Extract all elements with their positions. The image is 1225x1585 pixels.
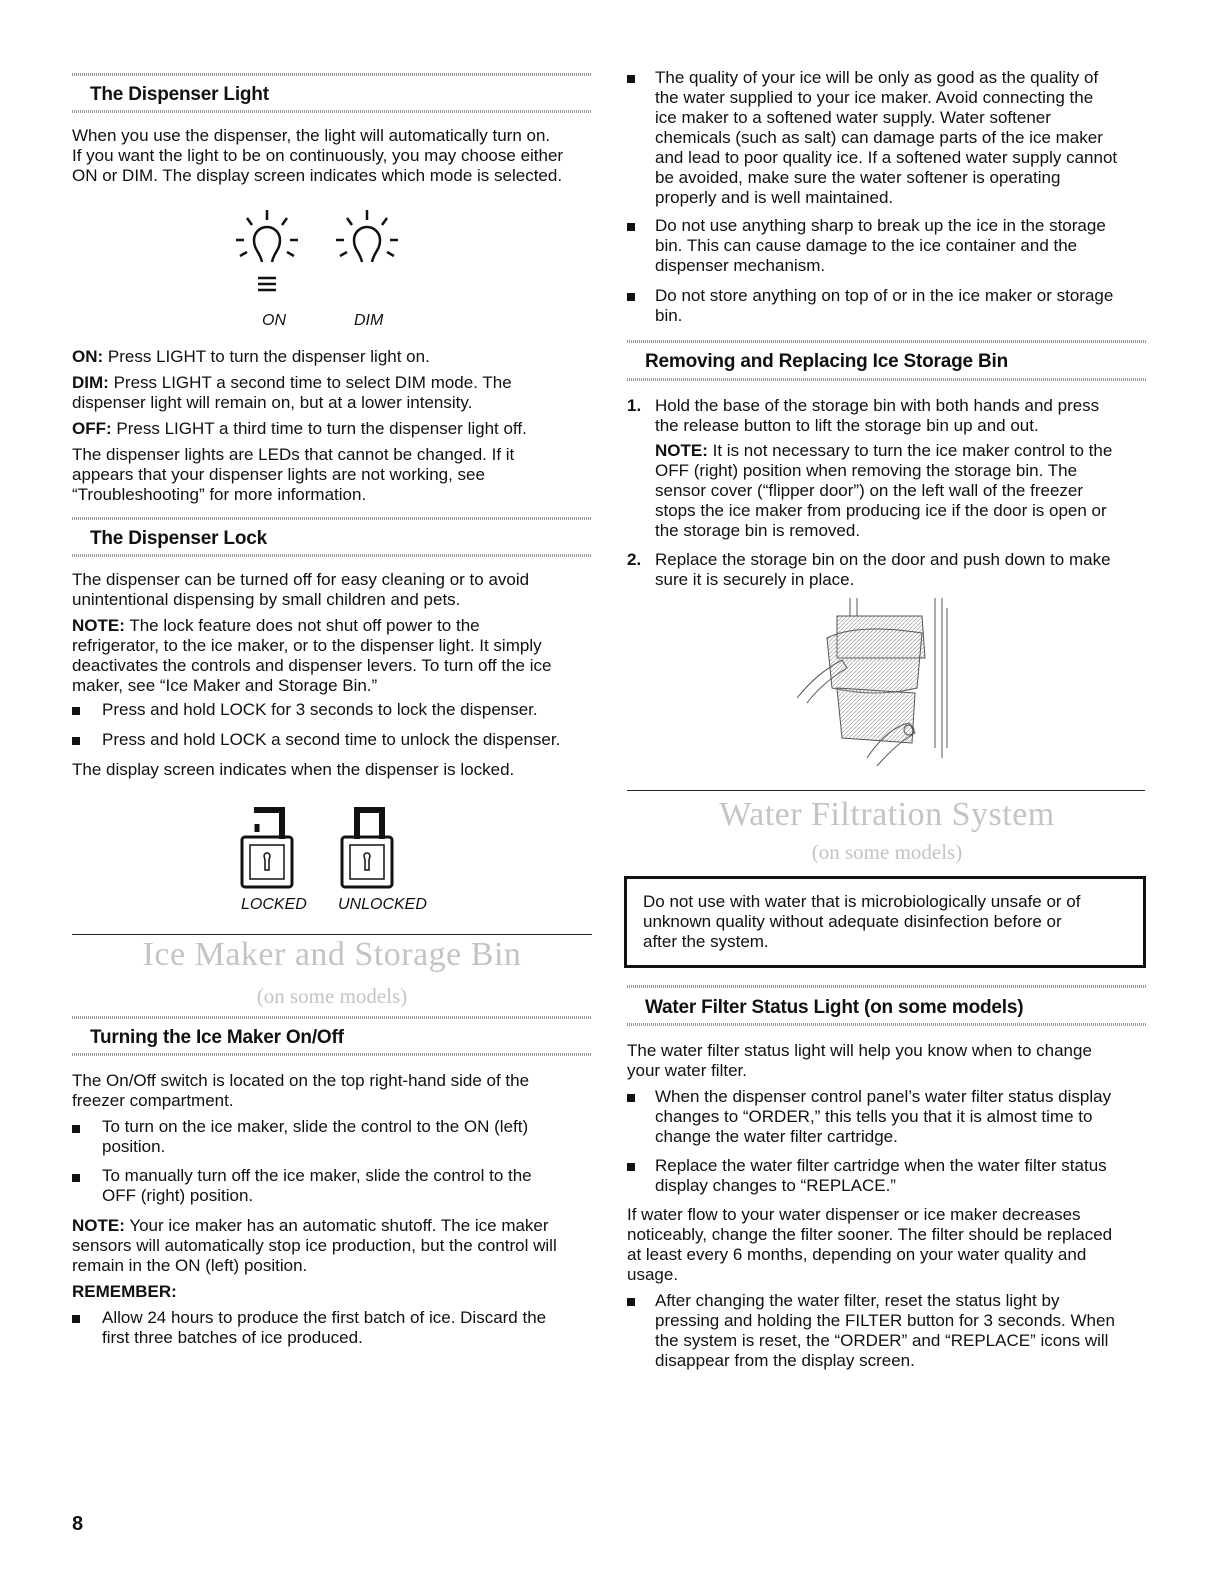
dim-definition: DIM: Press LIGHT a second time to select DIM mode. The dispenser light will remain on, but at a lower intensity.: [72, 373, 512, 412]
ice-maker-note: NOTE: Your ice maker has an automatic shutoff. The ice maker sensors will automatically stop ice production, but the control will remain in the ON (left) position.: [72, 1216, 557, 1275]
unlocked-icon: [342, 810, 392, 887]
water-filtration-title: Water Filtration System: [719, 796, 1055, 833]
section-rule: [72, 110, 592, 113]
light-dim-caption: DIM: [354, 312, 384, 329]
ice-maker-bullet-1: To turn on the ice maker, slide the control to the ON (left) position.: [102, 1117, 529, 1156]
locked-caption: LOCKED: [241, 896, 307, 913]
bullet-icon: [72, 1125, 80, 1133]
storage-bin-note: NOTE: It is not necessary to turn the ice maker control to the OFF (right) position when removing the storage bin. The sensor cover (“flipper door”) on the left wall of the freezer stops the ice maker from producing ice if the door is open or the storage bin is removed.: [655, 441, 1113, 540]
dispenser-light-heading: The Dispenser Light: [90, 84, 269, 105]
step-number: 1.: [627, 396, 642, 415]
ice-bin-illustration: [797, 598, 967, 778]
remember-bullet: Allow 24 hours to produce the first batch of ice. Discard the first three batches of ice produced.: [102, 1308, 547, 1347]
bullet-icon: [627, 1298, 635, 1306]
storage-bin-step-1: Hold the base of the storage bin with both hands and press the release button to lift the storage bin up and out.: [655, 396, 1100, 435]
section-rule: [72, 554, 592, 557]
light-on-icon: [236, 210, 298, 290]
storage-bin-step-2: Replace the storage bin on the door and push down to make sure it is securely in place.: [655, 550, 1111, 589]
ice-maker-bullet-2: To manually turn off the ice maker, slide the control to the OFF (right) position.: [102, 1166, 532, 1205]
page-number: 8: [72, 1513, 84, 1535]
ice-maker-intro: The On/Off switch is located on the top right-hand side of the freezer compartment.: [72, 1071, 530, 1110]
lock-note: NOTE: The lock feature does not shut off power to the refrigerator, to the ice maker, or to the dispenser light. It simply deactivates the controls and dispenser levers. To turn off the ice maker, see “Ice Maker and Storage Bin.”: [72, 616, 552, 695]
dispenser-lock-heading: The Dispenser Lock: [90, 528, 267, 549]
bullet-icon: [72, 707, 80, 715]
light-icons: [222, 200, 452, 310]
filter-bullet-1: When the dispenser control panel’s water filter status display changes to “ORDER,” this tells you that it is almost time to change the water filter cartridge.: [655, 1087, 1112, 1146]
lock-display-text: The display screen indicates when the dispenser is locked.: [72, 760, 515, 779]
unlocked-caption: UNLOCKED: [338, 896, 427, 913]
bullet-icon: [72, 1315, 80, 1323]
lock-intro: The dispenser can be turned off for easy cleaning or to avoid unintentional dispensing by small children and pets.: [72, 570, 530, 609]
filter-bullet-2: Replace the water filter cartridge when the water filter status display changes to “REPLACE.”: [655, 1156, 1107, 1195]
bullet-icon: [72, 1174, 80, 1182]
section-rule: [72, 517, 592, 520]
section-rule: [72, 73, 592, 76]
store-bullet: Do not store anything on top of or in the ice maker or storage bin.: [655, 286, 1114, 325]
section-rule: [72, 1053, 592, 1056]
warning-box: [624, 876, 1146, 968]
storage-bin-heading: Removing and Replacing Ice Storage Bin: [645, 351, 1008, 372]
water-flow-paragraph: If water flow to your water dispenser or ice maker decreases noticeably, change the filter sooner. The filter should be replaced at least every 6 months, depending on your water quality and usage.: [627, 1205, 1113, 1284]
lock-bullet-1: Press and hold LOCK for 3 seconds to lock the dispenser.: [102, 700, 538, 719]
filter-bullet-3: After changing the water filter, reset the status light by pressing and holding the FILTER button for 3 seconds. When the system is reset, the “ORDER” and “REPLACE” icons will disappear from the display screen.: [655, 1291, 1115, 1370]
section-rule: [627, 340, 1147, 343]
water-filtration-subtitle: (on some models): [811, 840, 963, 864]
section-rule: [627, 378, 1147, 381]
ice-maker-title: Ice Maker and Storage Bin: [142, 936, 522, 973]
ice-quality-bullet: The quality of your ice will be only as good as the quality of the water supplied to your ice maker. Avoid connecting the ice maker to a softened water supply. Water softener chemicals (such as salt) can damage parts of the ice maker and lead to poor quality ice. If a softened water supply cannot be avoided, make sure the water softener is operating properly and is well maintained.: [655, 68, 1118, 207]
off-definition: OFF: Press LIGHT a third time to turn the dispenser light off.: [72, 419, 527, 438]
bullet-icon: [627, 1163, 635, 1171]
on-definition: ON: Press LIGHT to turn the dispenser light on.: [72, 347, 430, 366]
section-rule: [627, 1023, 1147, 1026]
light-on-caption: ON: [262, 312, 286, 329]
dispenser-light-intro: When you use the dispenser, the light will automatically turn on. If you want the light to be on continuously, you may choose either ON or DIM. The display screen indicates which mode is selected.: [72, 126, 564, 185]
section-rule: [72, 1016, 592, 1019]
section-divider: [72, 934, 592, 935]
step-number: 2.: [627, 550, 642, 569]
bullet-icon: [627, 293, 635, 301]
led-paragraph: The dispenser lights are LEDs that cannot be changed. If it appears that your dispenser lights are not working, see “Troubleshooting” for more information.: [72, 445, 515, 504]
bullet-icon: [627, 1094, 635, 1102]
ice-maker-subtitle: (on some models): [256, 984, 408, 1008]
light-dim-icon: [336, 210, 398, 262]
bullet-icon: [627, 75, 635, 83]
sharp-objects-bullet: Do not use anything sharp to break up the ice in the storage bin. This can cause damage to the ice container and the dispenser mechanism.: [655, 216, 1106, 275]
ice-maker-onoff-heading: Turning the Ice Maker On/Off: [90, 1027, 344, 1048]
bullet-icon: [72, 737, 80, 745]
lock-bullet-2: Press and hold LOCK a second time to unlock the dispenser.: [102, 730, 561, 749]
section-divider: [627, 790, 1145, 791]
section-rule: [627, 985, 1147, 988]
remember-label: REMEMBER:: [72, 1282, 177, 1301]
locked-icon: [242, 810, 292, 887]
warning-text: Do not use with water that is microbiologically unsafe or of unknown quality without adequate disinfection before or after the system.: [643, 892, 1081, 951]
lock-icons: [232, 800, 432, 892]
filter-intro: The water filter status light will help you know when to change your water filter.: [627, 1041, 1092, 1080]
filter-status-heading: Water Filter Status Light (on some models): [645, 997, 1024, 1018]
bullet-icon: [627, 223, 635, 231]
